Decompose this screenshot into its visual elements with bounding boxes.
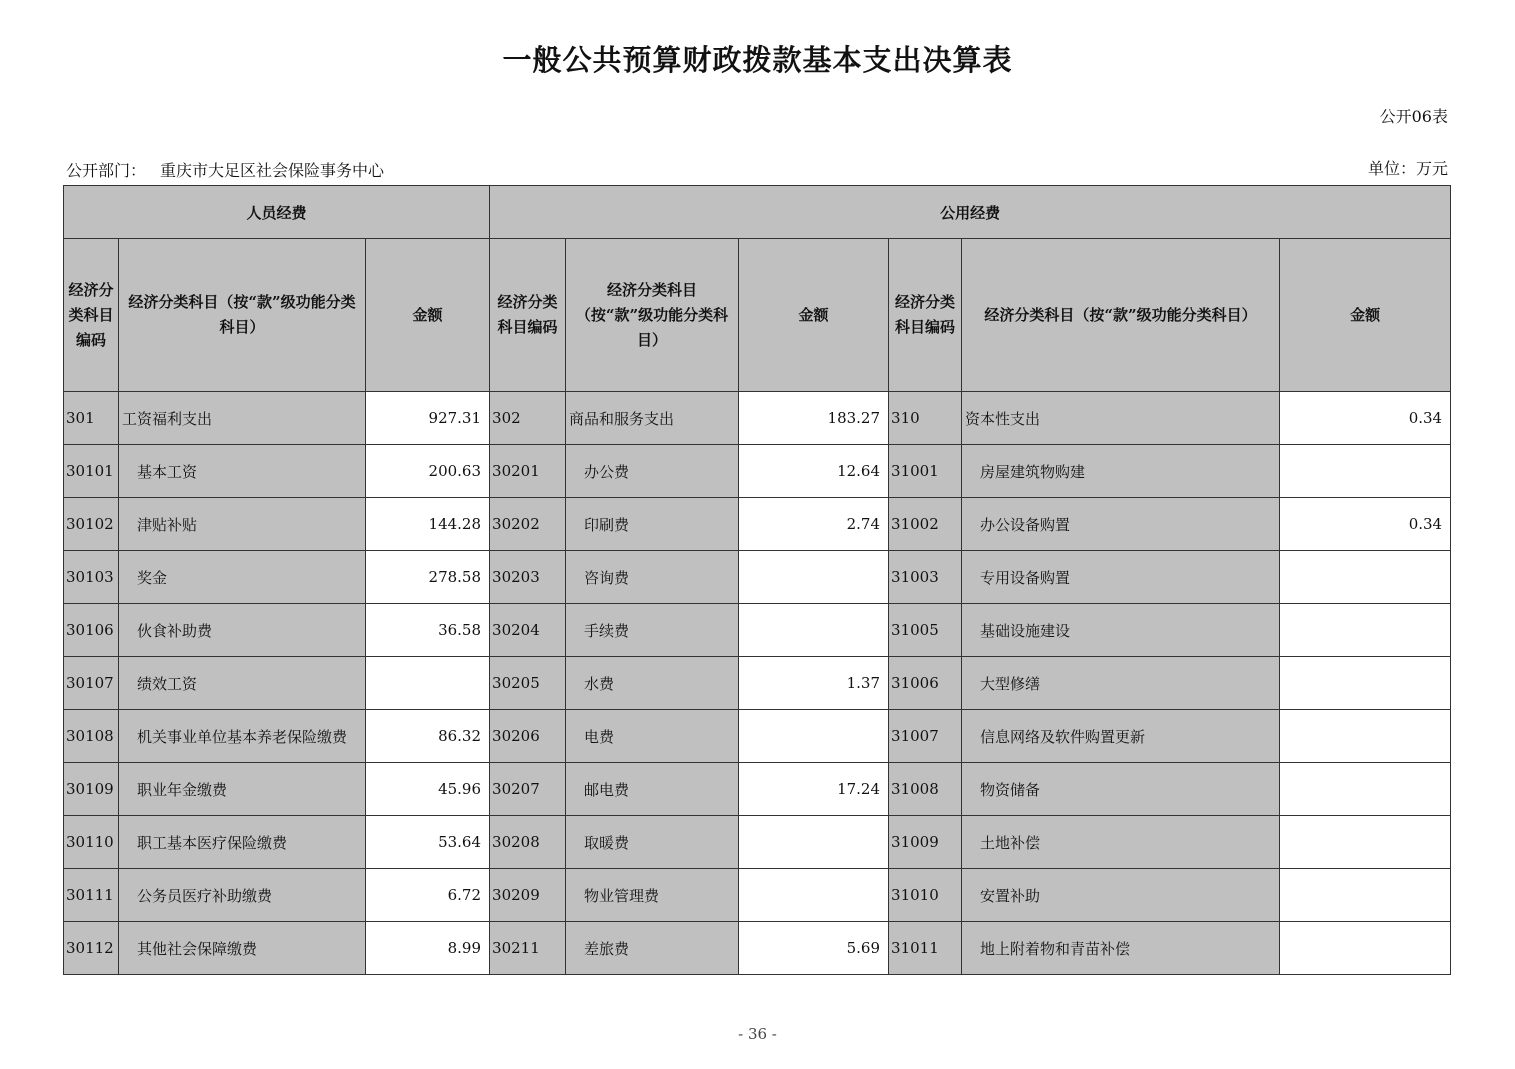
cell-public1-name: 手续费 xyxy=(566,604,739,657)
cell-public1-name: 水费 xyxy=(566,657,739,710)
header-public2-name: 经济分类科目（按“款”级功能分类科目） xyxy=(962,239,1280,392)
cell-personnel-name: 绩效工资 xyxy=(119,657,366,710)
cell-public2-amount xyxy=(1280,604,1451,657)
cell-public1-code: 30211 xyxy=(490,922,566,975)
cell-public1-amount xyxy=(739,710,889,763)
department-name: 重庆市大足区社会保险事务中心 xyxy=(160,161,385,180)
cell-public2-amount: 0.34 xyxy=(1280,392,1451,445)
cell-public2-name: 信息网络及软件购置更新 xyxy=(962,710,1280,763)
cell-public1-name: 取暖费 xyxy=(566,816,739,869)
cell-public1-name: 差旅费 xyxy=(566,922,739,975)
cell-public2-name: 土地补偿 xyxy=(962,816,1280,869)
cell-public2-name: 物资储备 xyxy=(962,763,1280,816)
cell-public1-amount: 183.27 xyxy=(739,392,889,445)
page-number: - 36 - xyxy=(738,1025,777,1043)
cell-public1-name: 物业管理费 xyxy=(566,869,739,922)
group-header-personnel: 人员经费 xyxy=(64,186,490,239)
table-row xyxy=(64,657,1451,710)
cell-personnel-name: 基本工资 xyxy=(119,445,366,498)
cell-public2-amount: 0.34 xyxy=(1280,498,1451,551)
cell-personnel-code: 30112 xyxy=(64,922,119,975)
table-row xyxy=(64,604,1451,657)
cell-personnel-amount: 86.32 xyxy=(366,710,490,763)
cell-public2-code: 31007 xyxy=(889,710,962,763)
cell-public1-name: 电费 xyxy=(566,710,739,763)
cell-public2-amount xyxy=(1280,816,1451,869)
cell-public1-code: 30209 xyxy=(490,869,566,922)
cell-personnel-amount: 278.58 xyxy=(366,551,490,604)
cell-personnel-amount: 927.31 xyxy=(366,392,490,445)
cell-personnel-code: 30106 xyxy=(64,604,119,657)
header-personnel-name: 经济分类科目（按“款”级功能分类科目） xyxy=(119,239,366,392)
cell-personnel-amount xyxy=(366,657,490,710)
expenditure-table xyxy=(63,185,1451,975)
cell-public1-amount: 2.74 xyxy=(739,498,889,551)
cell-public1-code: 30204 xyxy=(490,604,566,657)
cell-public2-name: 地上附着物和青苗补偿 xyxy=(962,922,1280,975)
cell-public2-code: 310 xyxy=(889,392,962,445)
cell-public2-amount xyxy=(1280,869,1451,922)
header-public1-amount: 金额 xyxy=(739,239,889,392)
header-public1-code: 经济分类科目编码 xyxy=(490,239,566,392)
cell-personnel-amount: 36.58 xyxy=(366,604,490,657)
header-public1-name: 经济分类科目（按“款”级功能分类科目） xyxy=(566,239,739,392)
cell-public2-amount xyxy=(1280,922,1451,975)
cell-personnel-amount: 6.72 xyxy=(366,869,490,922)
department-label: 公开部门： xyxy=(66,161,147,180)
cell-public2-code: 31003 xyxy=(889,551,962,604)
cell-public2-amount xyxy=(1280,710,1451,763)
cell-public1-code: 30205 xyxy=(490,657,566,710)
cell-public1-name: 办公费 xyxy=(566,445,739,498)
cell-public1-code: 302 xyxy=(490,392,566,445)
table-row xyxy=(64,710,1451,763)
cell-public2-code: 31009 xyxy=(889,816,962,869)
unit-label: 单位：万元 xyxy=(1367,159,1448,178)
cell-personnel-code: 30101 xyxy=(64,445,119,498)
cell-personnel-code: 301 xyxy=(64,392,119,445)
cell-public1-code: 30203 xyxy=(490,551,566,604)
table-row xyxy=(64,498,1451,551)
cell-public1-amount: 17.24 xyxy=(739,763,889,816)
cell-public2-name: 专用设备购置 xyxy=(962,551,1280,604)
cell-public1-code: 30206 xyxy=(490,710,566,763)
cell-public1-code: 30202 xyxy=(490,498,566,551)
cell-public2-code: 31005 xyxy=(889,604,962,657)
cell-public2-code: 31010 xyxy=(889,869,962,922)
table-row xyxy=(64,392,1451,445)
table-row xyxy=(64,445,1451,498)
cell-public1-code: 30207 xyxy=(490,763,566,816)
cell-public2-name: 安置补助 xyxy=(962,869,1280,922)
header-personnel-amount: 金额 xyxy=(366,239,490,392)
cell-public1-amount: 5.69 xyxy=(739,922,889,975)
cell-personnel-name: 伙食补助费 xyxy=(119,604,366,657)
cell-personnel-name: 其他社会保障缴费 xyxy=(119,922,366,975)
cell-public1-amount xyxy=(739,551,889,604)
cell-personnel-name: 职工基本医疗保险缴费 xyxy=(119,816,366,869)
cell-public2-amount xyxy=(1280,657,1451,710)
cell-personnel-amount: 53.64 xyxy=(366,816,490,869)
cell-public1-code: 30208 xyxy=(490,816,566,869)
cell-public2-name: 大型修缮 xyxy=(962,657,1280,710)
department-line xyxy=(66,158,398,181)
cell-personnel-code: 30111 xyxy=(64,869,119,922)
table-row xyxy=(64,816,1451,869)
header-public2-code: 经济分类科目编码 xyxy=(889,239,962,392)
cell-public2-code: 31006 xyxy=(889,657,962,710)
cell-public2-name: 办公设备购置 xyxy=(962,498,1280,551)
cell-personnel-code: 30109 xyxy=(64,763,119,816)
cell-public1-amount xyxy=(739,869,889,922)
cell-public2-amount xyxy=(1280,445,1451,498)
cell-public2-amount xyxy=(1280,763,1451,816)
cell-personnel-name: 工资福利支出 xyxy=(119,392,366,445)
cell-public1-code: 30201 xyxy=(490,445,566,498)
cell-public1-amount: 12.64 xyxy=(739,445,889,498)
table-row xyxy=(64,869,1451,922)
cell-public2-name: 基础设施建设 xyxy=(962,604,1280,657)
cell-public1-name: 商品和服务支出 xyxy=(566,392,739,445)
cell-public1-name: 咨询费 xyxy=(566,551,739,604)
form-number: 公开06表 xyxy=(1379,107,1448,126)
cell-public2-code: 31001 xyxy=(889,445,962,498)
cell-public2-amount xyxy=(1280,551,1451,604)
cell-personnel-amount: 8.99 xyxy=(366,922,490,975)
table-row xyxy=(64,763,1451,816)
cell-personnel-name: 职业年金缴费 xyxy=(119,763,366,816)
group-header-public: 公用经费 xyxy=(490,186,1451,239)
cell-personnel-code: 30108 xyxy=(64,710,119,763)
table-row xyxy=(64,922,1451,975)
cell-personnel-amount: 45.96 xyxy=(366,763,490,816)
page-title: 一般公共预算财政拨款基本支出决算表 xyxy=(502,43,1013,77)
cell-public1-amount: 1.37 xyxy=(739,657,889,710)
cell-personnel-amount: 144.28 xyxy=(366,498,490,551)
cell-public1-name: 印刷费 xyxy=(566,498,739,551)
cell-public2-name: 房屋建筑物购建 xyxy=(962,445,1280,498)
cell-personnel-name: 津贴补贴 xyxy=(119,498,366,551)
cell-personnel-code: 30102 xyxy=(64,498,119,551)
cell-public1-amount xyxy=(739,816,889,869)
header-public2-amount: 金额 xyxy=(1280,239,1451,392)
cell-personnel-code: 30107 xyxy=(64,657,119,710)
header-personnel-code: 经济分类科目编码 xyxy=(64,239,119,392)
cell-public2-name: 资本性支出 xyxy=(962,392,1280,445)
cell-public2-code: 31008 xyxy=(889,763,962,816)
cell-public1-amount xyxy=(739,604,889,657)
table-row xyxy=(64,551,1451,604)
cell-personnel-amount: 200.63 xyxy=(366,445,490,498)
cell-public2-code: 31011 xyxy=(889,922,962,975)
cell-public1-name: 邮电费 xyxy=(566,763,739,816)
cell-personnel-name: 机关事业单位基本养老保险缴费 xyxy=(119,710,366,763)
cell-personnel-name: 奖金 xyxy=(119,551,366,604)
cell-personnel-name: 公务员医疗补助缴费 xyxy=(119,869,366,922)
cell-personnel-code: 30103 xyxy=(64,551,119,604)
cell-personnel-code: 30110 xyxy=(64,816,119,869)
cell-public2-code: 31002 xyxy=(889,498,962,551)
